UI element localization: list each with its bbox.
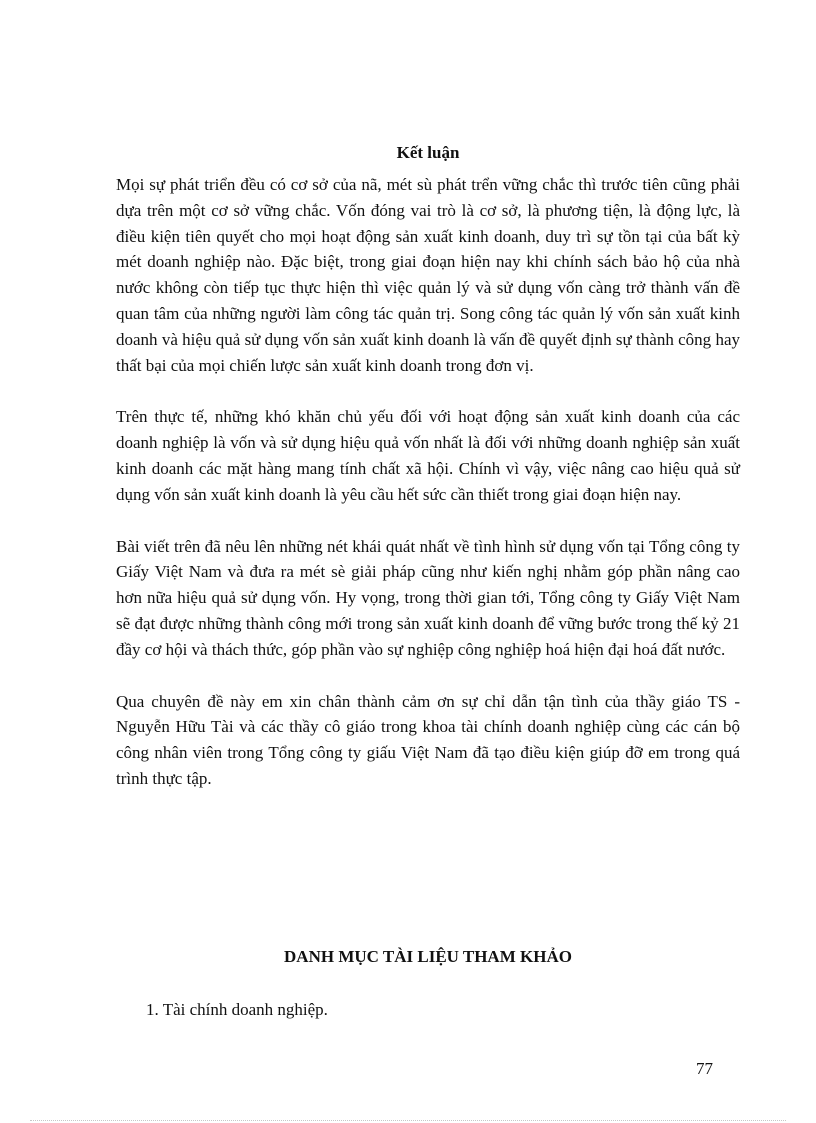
- reference-item: 1. Tài chính doanh nghiệp.: [146, 1000, 328, 1019]
- references-heading: DANH MỤC TÀI LIỆU THAM KHẢO: [284, 947, 572, 966]
- paragraph-2: Trên thực tế, những khó khăn chủ yếu đối với hoạt động sản xuất kinh doanh của các doanh nghiệp là vốn và sử dụng hiệu quả vốn nhất là đối với những doanh nghiệp sản xuất kinh doanh các mặt hàng mang tính chất xã hội. Chính vì vậy, việc nâng cao hiệu quả sử dụng vốn sản xuất kinh doanh là yêu cầu hết sức cần thiết trong giai đoạn hiện nay.: [116, 407, 740, 504]
- references-list: [146, 998, 328, 1022]
- page-number: 77: [696, 1059, 713, 1078]
- conclusion-heading: Kết luận: [396, 143, 460, 162]
- paragraph-3: Bài viết trên đã nêu lên những nét khái quát nhất về tình hình sử dụng vốn tại Tổng công ty Giấy Việt Nam và đưa ra mét sè giải pháp cũng như kiến nghị nhằm góp phần nâng cao hơn nữa hiệu quả sử dụng vốn. Hy vọng, trong thời gian tới, Tổng công ty Giấy Việt Nam sẽ đạt được những thành công mới trong sản xuất kinh doanh để vững bước trong thế kỷ 21 đầy cơ hội và thách thức, góp phần vào sự nghiệp công nghiệp hoá hiện đại hoá đất nước.: [116, 536, 740, 659]
- paragraph-4: Qua chuyên đề này em xin chân thành cảm ơn sự chỉ dẫn tận tình của thầy giáo TS - Nguyễn Hữu Tài và các thầy cô giáo trong khoa tài chính doanh nghiệp cùng các cán bộ công nhân viên trong Tổng công ty giấu Việt Nam đã tạo điều kiện giúp đỡ em trong quá trình thực tập.: [116, 691, 740, 788]
- page-bottom-divider: [30, 1120, 786, 1121]
- paragraph-1: Mọi sự phát triển đều có cơ sở của nã, mét sù phát trển vững chắc thì trước tiên cũng phải dựa trên một cơ sở vững chắc. Vốn đóng vai trò là cơ sở, là phương tiện, là động lực, là điều kiện tiên quyết cho mọi hoạt động sản xuất kinh doanh, duy trì sự tồn tại của bất kỳ mét doanh nghiệp nào. Đặc biệt, trong giai đoạn hiện nay khi chính sách bảo hộ của nhà nước không còn tiếp tục thực hiện thì việc quản lý và sử dụng vốn càng trở thành vấn đề quan tâm của những người làm công tác quản trị. Song công tác quản lý vốn sản xuất kinh doanh và hiệu quả sử dụng vốn sản xuất kinh doanh là vấn đề quyết định sự thành công hay thất bại của mọi chiến lược sản xuất kinh doanh trong đơn vị.: [116, 175, 740, 375]
- conclusion-body: [116, 172, 740, 818]
